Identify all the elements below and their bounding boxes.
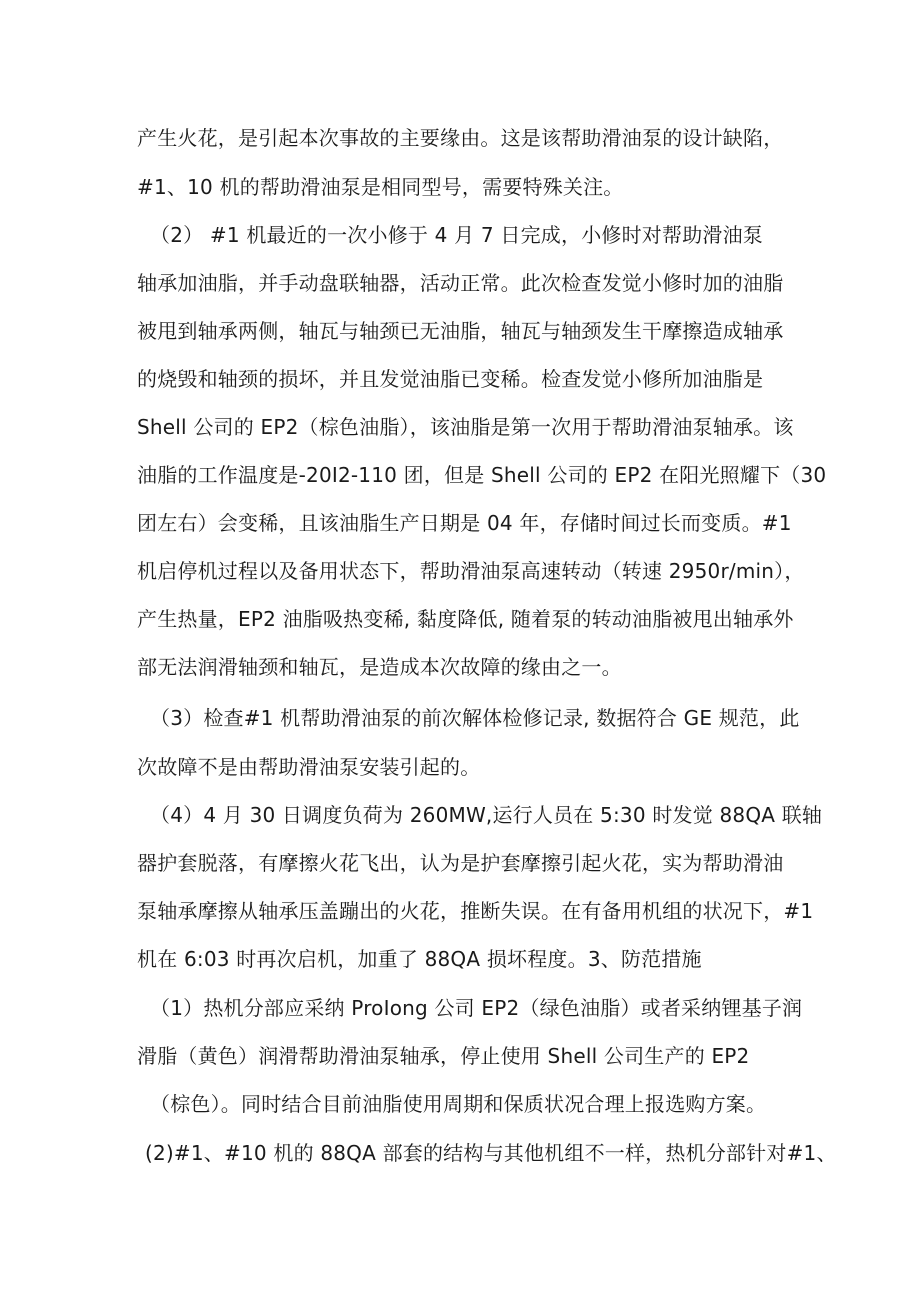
text-line: 的烧毁和轴颈的损坏，并且发觉油脂已变稀。检查发觉小修所加油脂是: [137, 367, 764, 391]
text-line: （1）热机分部应采纳 ProIong 公司 EP2（绿色油脂）或者采纳锂基子润: [150, 996, 803, 1020]
text-line: 油脂的工作温度是-20I2-110 团，但是 Shell 公司的 EP2 在阳光照耀下（30: [137, 463, 827, 487]
text-line: 产生热量，EP2 油脂吸热变稀, 黏度降低, 随着泵的转动油脂被甩出轴承外: [137, 607, 794, 631]
text-line: 产生火花，是引起本次事故的主要缘由。这是该帮助滑油泵的设计缺陷，: [137, 126, 784, 150]
text-line: 机在 6:03 时再次启机，加重了 88QA 损坏程度。3、防范措施: [137, 947, 702, 971]
text-line: 被甩到轴承两侧，轴瓦与轴颈已无油脂，轴瓦与轴颈发生干摩擦造成轴承: [137, 319, 784, 343]
text-line: 器护套脱落，有摩擦火花飞出，认为是护套摩擦引起火花，实为帮助滑油: [137, 851, 784, 875]
text-line: （棕色）。同时结合目前油脂使用周期和保质状况合理上报选购方案。: [150, 1092, 767, 1116]
text-line: 次故障不是由帮助滑油泵安装引起的。: [137, 755, 481, 779]
text-line: 轴承加油脂，并手动盘联轴器，活动正常。此次检查发觉小修时加的油脂: [137, 271, 784, 295]
text-line: （4）4 月 30 日调度负荷为 260MW,运行人员在 5:30 时发觉 88QA 联轴: [150, 803, 823, 827]
text-line: 滑脂（黄色）润滑帮助滑油泵轴承，停止使用 Shell 公司生产的 EP2: [137, 1044, 750, 1068]
text-line: 部无法润滑轴颈和轴瓦，是造成本次故障的缘由之一。: [137, 655, 622, 679]
text-line: 机启停机过程以及备用状态下，帮助滑油泵高速转动（转速 2950r/min），: [137, 559, 805, 583]
text-line: #1、10 机的帮助滑油泵是相同型号，需要特殊关注。: [137, 175, 624, 199]
text-line: Shell 公司的 EP2（棕色油脂），该油脂是第一次用于帮助滑油泵轴承。该: [137, 415, 794, 439]
text-line: 泵轴承摩擦从轴承压盖蹦出的火花，推断失误。在有备用机组的状况下，#1: [137, 899, 814, 923]
text-line: (2)#1、#10 机的 88QA 部套的结构与其他机组不一样，热机分部针对#1、: [145, 1141, 837, 1165]
text-line: （3）检查#1 机帮助滑油泵的前次解体检修记录, 数据符合 GE 规范，此: [150, 706, 800, 730]
text-line: 团左右）会变稀，且该油脂生产日期是 04 年，存储时间过长而变质。#1: [137, 511, 792, 535]
text-line: （2） #1 机最近的一次小修于 4 月 7 日完成，小修时对帮助滑油泵: [150, 223, 764, 247]
